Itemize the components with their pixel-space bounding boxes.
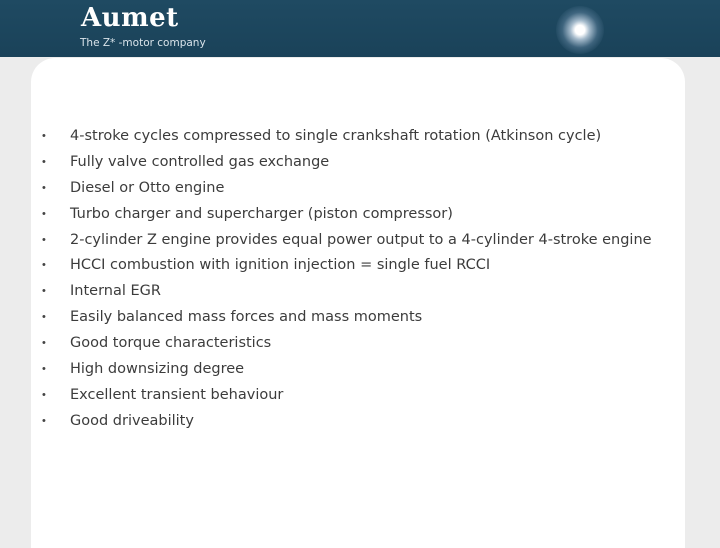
bullet-icon: •: [42, 388, 46, 401]
bullet-text: Good driveability: [70, 412, 194, 429]
bullet-icon: •: [42, 155, 46, 168]
bullet-icon: •: [42, 130, 46, 142]
bullet-text: Excellent transient behaviour: [70, 386, 284, 403]
bullet-text: Turbo charger and supercharger (piston compressor): [70, 205, 453, 222]
brand-tagline: The Z* -motor company: [80, 37, 206, 49]
bullet-icon: •: [42, 259, 46, 272]
header-bar: [0, 0, 720, 57]
bullet-icon: •: [42, 414, 46, 427]
bullet-icon: •: [42, 311, 46, 324]
brand-logo-name: Aumet: [81, 3, 179, 33]
bullet-text: 4-stroke cycles compressed to single crankshaft rotation (Atkinson cycle): [70, 128, 602, 144]
bullet-icon: •: [42, 337, 46, 350]
bullet-icon: •: [42, 363, 46, 376]
bullet-text: Fully valve controlled gas exchange: [70, 153, 330, 170]
bullet-text: Diesel or Otto engine: [70, 179, 225, 196]
bullet-icon: •: [42, 207, 46, 220]
bullet-text: HCCI combustion with ignition injection = single fuel RCCI: [70, 257, 491, 274]
bullet-text: Internal EGR: [70, 283, 161, 300]
bullet-icon: •: [42, 285, 46, 298]
bullet-text: High downsizing degree: [70, 361, 245, 378]
bullet-text: Easily balanced mass forces and mass moments: [70, 309, 423, 326]
light-glow-icon: [556, 6, 604, 54]
bullet-text: 2-cylinder Z engine provides equal power output to a 4-cylinder 4-stroke engine: [70, 231, 652, 248]
bullet-icon: •: [42, 181, 46, 194]
bullet-icon: •: [42, 233, 46, 246]
bullet-text: Good torque characteristics: [70, 335, 272, 352]
